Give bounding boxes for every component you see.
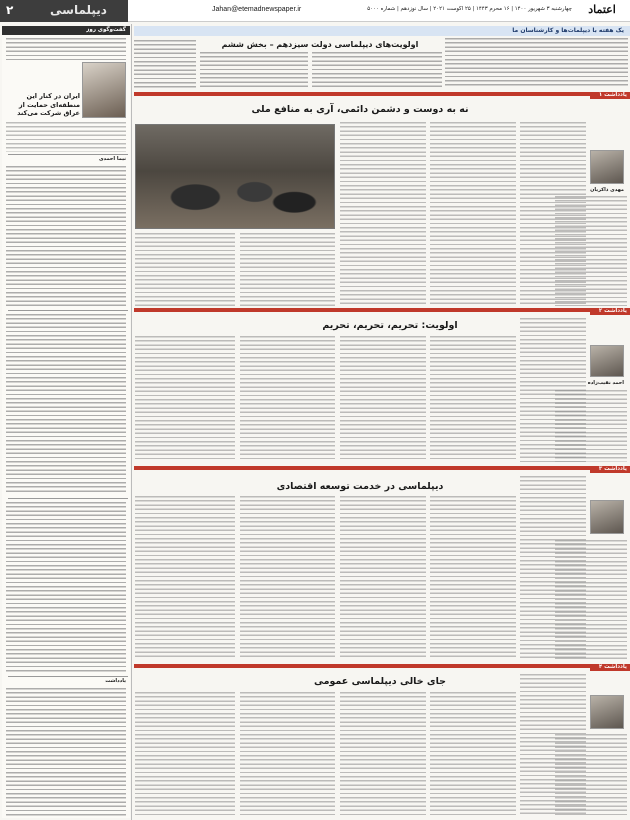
- section-1-headline: نه به دوست و دشمن دائمی، آری به منافع ملی: [251, 104, 469, 115]
- sidebar-third-header: یادداشت: [105, 678, 126, 684]
- sidebar-header-label: گفت‌وگوی روز: [86, 27, 126, 33]
- sidebar-text-5: [6, 688, 126, 816]
- sidebar-separator-2: [8, 310, 128, 311]
- author-2-photo: [590, 345, 624, 377]
- page-number: ۲: [6, 3, 14, 17]
- issue-date-line: چهارشنبه ۳ شهریور ۱۴۰۰ | ۱۶ محرم ۱۴۴۳ | ۲۵ آگوست ۲۰۲۱ | سال نوزدهم | شماره ۵۰۰۰: [367, 6, 572, 12]
- section-1-col-2: [430, 122, 516, 306]
- section-2-tag: [590, 308, 630, 315]
- interviewee-photo: [82, 62, 126, 118]
- section-3-headline: دیپلماسی در خدمت توسعه اقتصادی: [276, 481, 444, 492]
- section-3-col-2: [430, 496, 516, 660]
- section-3-col-3: [340, 496, 426, 660]
- section-4-col-3: [340, 692, 426, 816]
- section-3-rule: [134, 466, 630, 470]
- section-4-col-5: [135, 692, 235, 816]
- section-3-tag: [590, 466, 630, 473]
- section-3-col-4: [240, 496, 335, 660]
- section-4-rule: [134, 664, 630, 668]
- sidebar-second-header: نیما احمدی: [98, 156, 126, 162]
- lead-headline: اولویت‌های دیپلماسی دولت سیزدهم – بخش ششم: [221, 40, 419, 49]
- lead-intro-text: [445, 38, 628, 88]
- series-banner: [134, 26, 630, 36]
- section-1-col-4: [240, 233, 335, 306]
- section-4-tag: [590, 664, 630, 671]
- sidebar: [2, 26, 130, 818]
- section-2-col-3: [340, 336, 426, 462]
- section-4-number: یادداشت ۴: [598, 664, 627, 670]
- section-2-col-5: [135, 336, 235, 462]
- masthead: [0, 0, 630, 22]
- section-1-col-1b: [520, 122, 586, 306]
- section-1-col-5: [135, 233, 235, 306]
- author-3-photo: [590, 500, 624, 534]
- section-2-headline: اولویت: تحریم، تحریم، تحریم: [322, 320, 458, 331]
- section-name: دیپلماسی: [50, 3, 107, 17]
- section-3-number: یادداشت ۳: [598, 466, 627, 472]
- section-1-number: یادداشت ۱: [598, 92, 627, 98]
- series-banner-label: یک هفته با دیپلمات‌ها و کارشناسان ما: [512, 27, 624, 34]
- site-url[interactable]: Jahan@etemadnewspaper.ir: [212, 6, 302, 13]
- section-1-col-3: [340, 122, 426, 306]
- sidebar-text-3: [6, 314, 126, 494]
- section-1-tag: [590, 92, 630, 99]
- section-4-col-4: [240, 692, 335, 816]
- section-2-col-4: [240, 336, 335, 462]
- sidebar-intro-text: [6, 38, 126, 60]
- sidebar-separator-4: [8, 676, 128, 677]
- author-2-name: احمد نقیب‌زاده: [587, 380, 624, 386]
- parliament-photo: [135, 124, 335, 229]
- sidebar-separator-3: [8, 498, 128, 499]
- sidebar-text-4: [6, 502, 126, 672]
- lead-text-col-4: [134, 40, 196, 88]
- author-1-photo: [590, 150, 624, 184]
- section-3-col-5: [135, 496, 235, 660]
- author-1-name: مهدی ذاکریان: [590, 187, 624, 193]
- sidebar-text-2: [6, 166, 126, 306]
- lead-text-col-2: [312, 52, 442, 88]
- sidebar-quote: ایران در کنار این منطقه‌ای حمایت از عراق شرکت می‌کند: [17, 92, 80, 117]
- sidebar-separator-1: [8, 154, 128, 155]
- lead-text-col-3: [200, 52, 308, 88]
- section-2-number: یادداشت ۲: [598, 308, 627, 314]
- section-4-headline: جای خالی دیپلماسی عمومی: [313, 676, 447, 687]
- sidebar-header: [2, 26, 130, 35]
- section-4-col-1b: [520, 674, 586, 816]
- section-1-rule: [134, 92, 630, 96]
- section-2-col-2: [430, 336, 516, 462]
- sidebar-divider: [131, 24, 132, 820]
- author-4-photo: [590, 695, 624, 729]
- section-3-col-1b: [520, 476, 586, 660]
- newspaper-logo: اعتماد: [588, 3, 616, 16]
- section-4-col-2: [430, 692, 516, 816]
- section-2-col-1b: [520, 318, 586, 462]
- section-2-rule: [134, 308, 630, 312]
- section-tab: [0, 0, 128, 22]
- sidebar-text-1: [6, 122, 126, 152]
